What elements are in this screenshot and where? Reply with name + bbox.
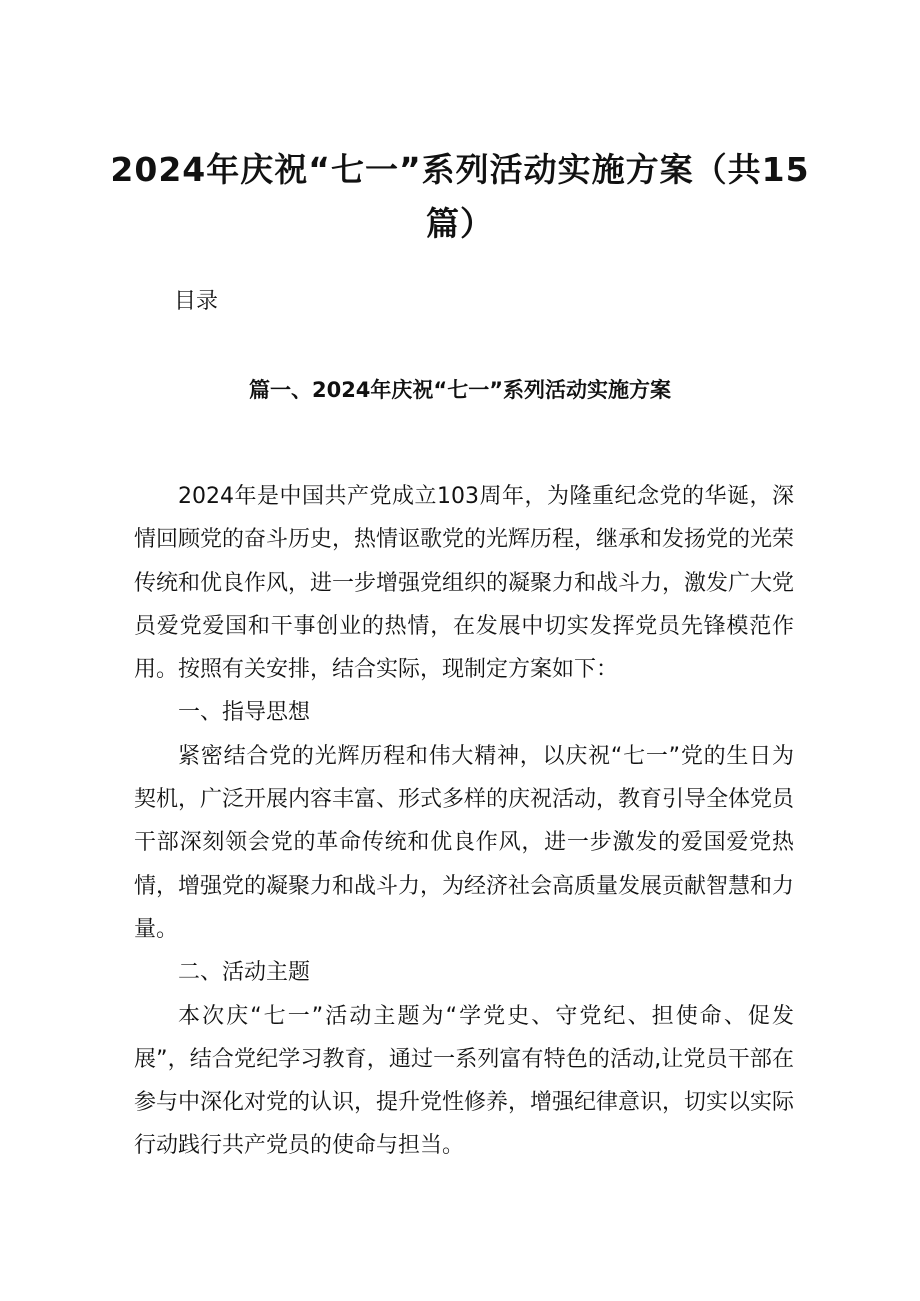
heading-guiding-thought: 一、指导思想 — [178, 700, 311, 726]
paragraph-activity-theme: 本次庆“七一”活动主题为“学党史、守党纪、担使命、促发展”，结合党纪学习教育，通过一系列富有特色的活动,让党员干部在参与中深化对党的认识，提升党性修养，增强纪律意识，切实以实际行动践行共产党员的使命与担当。 — [134, 1003, 795, 1159]
table-of-contents-label: 目录 — [174, 289, 219, 314]
document-body — [134, 475, 794, 1168]
intro-paragraph: 2024年是中国共产党成立103周年，为隆重纪念党的华诞，深情回顾党的奋斗历史，热情讴歌党的光辉历程，继承和发扬党的光荣传统和优良作风，进一步增强党组织的凝聚力和战斗力，激发广大党员爱党爱国和干事创业的热情，在发展中切实发挥党员先锋模范作用。按照有关安排，结合实际，现制定方案如下： — [134, 484, 795, 683]
section-title: 篇一、2024年庆祝“七一”系列活动实施方案 — [248, 378, 672, 402]
heading-activity-theme: 二、活动主题 — [178, 960, 311, 986]
document-title: 2024年庆祝“七一”系列活动实施方案（共15篇） — [110, 150, 810, 243]
paragraph-guiding-thought: 紧密结合党的光辉历程和伟大精神，以庆祝“七一”党的生日为契机，广泛开展内容丰富、形式多样的庆祝活动，教育引导全体党员干部深刻领会党的革命传统和优良作风，进一步激发的爱国爱党热情，增强党的凝聚力和战斗力，为经济社会高质量发展贡献智慧和力量。 — [134, 743, 795, 942]
